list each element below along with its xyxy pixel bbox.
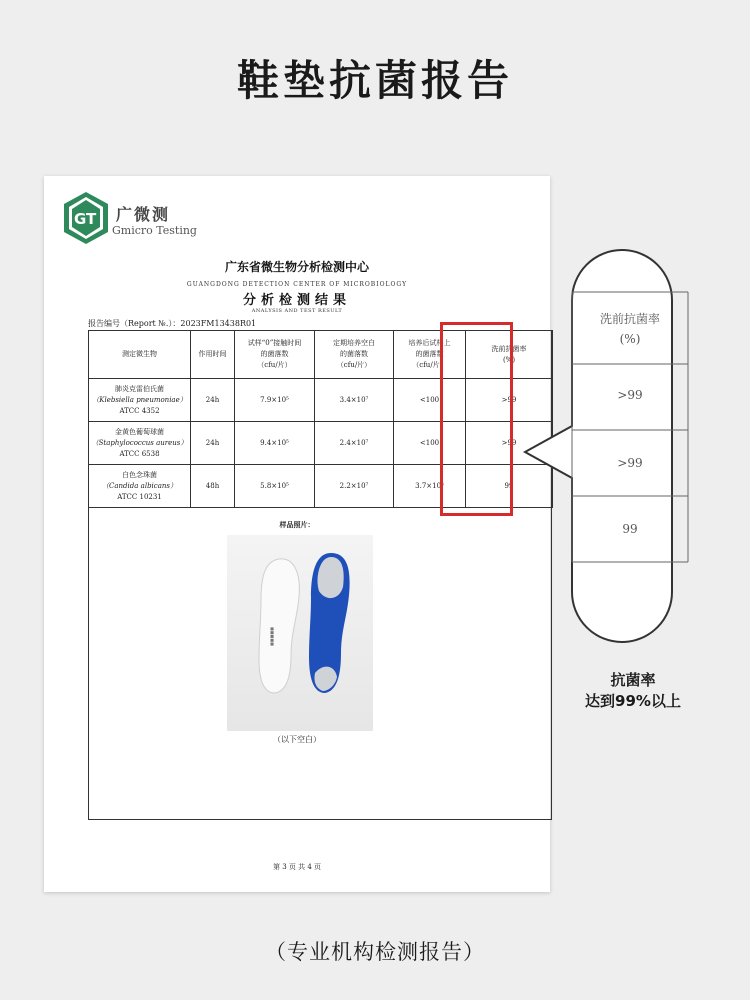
report-number: 报告编号（Report №.）：2023FM13438R01 (88, 319, 257, 328)
insole-image-icon (227, 535, 373, 731)
report-title: 分析检测结果 (242, 293, 351, 308)
time-cell: 48h (191, 465, 235, 508)
time-cell: 24h (191, 422, 235, 465)
sample-cell: 3.7×10³ (394, 465, 466, 508)
rate-cell: 99 (466, 465, 553, 508)
sample-photo (227, 535, 373, 731)
rate-cell: >99 (466, 379, 553, 422)
sample-cell: <100 (394, 379, 466, 422)
zoom-header: 洗前抗菌率 (599, 312, 660, 326)
svg-text:■■■■■: ■■■■■ (270, 627, 275, 646)
zoom-callout-bubble (520, 240, 730, 660)
svg-text:GT: GT (74, 210, 97, 228)
logo-name-cn: 广微测 (116, 205, 171, 224)
sample-photo-label: 样品照片： (279, 521, 315, 529)
contact-cell: 9.4×10⁵ (235, 422, 315, 465)
page-number: 第 3 页 共 4 页 (272, 863, 322, 871)
organism-cell: 肺炎克雷伯氏菌 （Klebsiella pneumoniae） ATCC 4352 (89, 379, 191, 422)
center-name-en: GUANGDONG DETECTION CENTER OF MICROBIOLOGY (186, 281, 408, 288)
header-rate: 洗前抗菌率 (%) (466, 331, 553, 379)
gmicro-logo-icon (62, 190, 110, 246)
organism-cell: 金黄色葡萄球菌 （Staphylococcus aureus） ATCC 6538 (89, 422, 191, 465)
blank-below-note: （以下空白） (273, 735, 321, 744)
header-time: 作用时间 (191, 331, 235, 379)
center-name: 广东省微生物分析检测中心 (224, 260, 369, 274)
contact-cell: 7.9×10⁵ (235, 379, 315, 422)
blank-cell: 2.2×10⁷ (315, 465, 394, 508)
header-organism: 测定微生物 (89, 331, 191, 379)
rate-cell: >99 (466, 422, 553, 465)
zoom-header-unit: (%) (619, 332, 641, 346)
header-contact: 试样“0”接触时间 的菌落数 （cfu/片） (235, 331, 315, 379)
organism-cell: 白色念珠菌 （Candida albicans） ATCC 10231 (89, 465, 191, 508)
bottom-note: （专业机构检测报告） (265, 940, 485, 964)
contact-cell: 5.8×10⁵ (235, 465, 315, 508)
rate-caption: 抗菌率 达到99%以上 (585, 671, 681, 710)
zoom-value: >99 (617, 388, 643, 402)
logo-name-en: Gmicro Testing (112, 224, 197, 237)
blank-cell: 3.4×10⁷ (315, 379, 394, 422)
page-title: 鞋垫抗菌报告 (236, 56, 513, 105)
time-cell: 24h (191, 379, 235, 422)
report-title-en: ANALYSIS AND TEST RESULT (251, 308, 343, 314)
test-report-document (44, 176, 550, 892)
zoom-value: >99 (617, 456, 643, 470)
zoom-value: 99 (622, 522, 638, 536)
header-sample: 培养后试样上 的菌落数 （cfu/片） (394, 331, 466, 379)
header-blank: 定期培养空白 的菌落数 （cfu/片） (315, 331, 394, 379)
blank-cell: 2.4×10⁷ (315, 422, 394, 465)
sample-cell: <100 (394, 422, 466, 465)
rate-column-highlight (440, 322, 513, 516)
